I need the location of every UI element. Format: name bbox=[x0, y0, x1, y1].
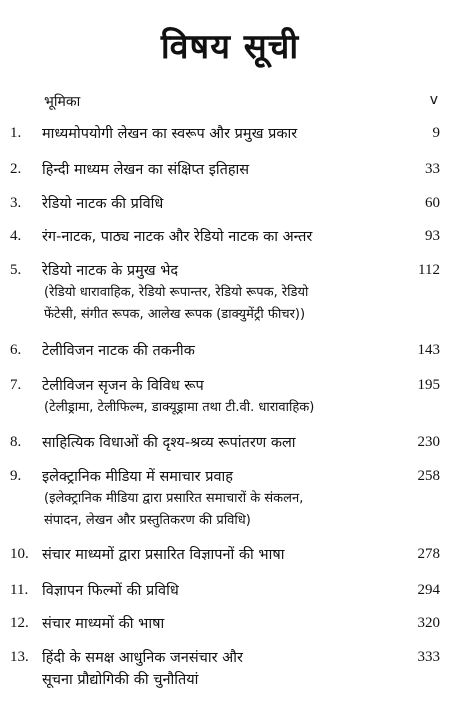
toc-intro-row bbox=[44, 92, 438, 111]
toc-entry-subtitle bbox=[44, 282, 308, 326]
toc-entry-subtitle bbox=[44, 488, 303, 532]
toc-entry-number: 12. bbox=[10, 615, 29, 631]
toc-entry-page: 333 bbox=[417, 649, 440, 665]
toc-entry-number: 11. bbox=[10, 582, 29, 598]
toc-entry-title: विज्ञापन फिल्मों की प्रविधि bbox=[42, 583, 179, 599]
toc-entry-number: 1. bbox=[10, 125, 22, 141]
page-title: विषय सूची bbox=[160, 27, 300, 67]
toc-entry-number: 6. bbox=[10, 342, 22, 358]
toc-entry-title: रंग-नाटक, पाठ्य नाटक और रेडियो नाटक का अन्तर bbox=[42, 229, 313, 245]
toc-intro-page: v bbox=[429, 92, 438, 108]
toc-entry-number: 4. bbox=[10, 228, 22, 244]
toc-entry-page: 294 bbox=[417, 582, 440, 598]
toc-entry-page: 230 bbox=[417, 434, 440, 450]
toc-entry-subtitle bbox=[42, 669, 198, 691]
toc-entry-page: 93 bbox=[425, 228, 440, 244]
toc-entry-title: संचार माध्यमों की भाषा bbox=[42, 616, 165, 632]
toc-entry-subtitle-line: संपादन, लेखन और प्रस्तुतिकरण की प्रविधि) bbox=[44, 513, 251, 528]
toc-entry-subtitle-line: (इलेक्ट्रानिक मीडिया द्वारा प्रसारित समाचारों के संकलन, bbox=[44, 491, 304, 506]
toc-entry-page: 33 bbox=[425, 161, 440, 177]
toc-entry-number: 13. bbox=[10, 649, 29, 665]
toc-entry-title: इलेक्ट्रानिक मीडिया में समाचार प्रवाह bbox=[42, 469, 233, 485]
toc-entry-title: माध्यमोपयोगी लेखन का स्वरूप और प्रमुख प्रकार bbox=[42, 126, 298, 142]
toc-entry-subtitle-line: सूचना प्रौद्योगिकी की चुनौतियां bbox=[42, 672, 199, 688]
toc-entry-page: 9 bbox=[432, 125, 440, 141]
toc-entry-subtitle bbox=[44, 397, 314, 419]
toc-entry-subtitle-line: (टेलीड्रामा, टेलीफिल्म, डाक्यूड्रामा तथा टी.वी. धारावाहिक) bbox=[44, 400, 315, 415]
toc-entry-title: टेलीविजन नाटक की तकनीक bbox=[42, 343, 195, 359]
toc-entry-subtitle-line: फेंटेसी, संगीत रूपक, आलेख रूपक (डाक्युमेंट्री फीचर)) bbox=[44, 307, 306, 322]
toc-entry-subtitle-line: (रेडियो धारावाहिक, रेडियो रूपान्तर, रेडियो रूपक, रेडियो bbox=[44, 285, 309, 300]
toc-entry-page: 60 bbox=[425, 195, 440, 211]
toc-entry-title: हिंदी के समक्ष आधुनिक जनसंचार और bbox=[42, 650, 243, 666]
toc-entry-number: 2. bbox=[10, 161, 22, 177]
toc-intro-label: भूमिका bbox=[44, 94, 81, 110]
toc-entry-page: 258 bbox=[417, 468, 440, 484]
toc-entry-page: 143 bbox=[417, 342, 440, 358]
toc-entry-title: हिन्दी माध्यम लेखन का संक्षिप्त इतिहास bbox=[42, 162, 250, 178]
toc-entry-title: रेडियो नाटक की प्रविधि bbox=[42, 196, 164, 212]
toc-entry-number: 7. bbox=[10, 377, 22, 393]
toc-entry-title: टेलीविजन सृजन के विविध रूप bbox=[42, 378, 204, 394]
toc-entry-number: 3. bbox=[10, 195, 22, 211]
toc-entry-title: रेडियो नाटक के प्रमुख भेद bbox=[42, 263, 179, 279]
toc-entry-number: 5. bbox=[10, 262, 22, 278]
toc-entry-title: संचार माध्यमों द्वारा प्रसारित विज्ञापनों की भाषा bbox=[42, 547, 285, 563]
toc-entry-title: साहित्यिक विधाओं की दृश्य-श्रव्य रूपांतरण कला bbox=[42, 435, 296, 451]
toc-entry-page: 320 bbox=[417, 615, 440, 631]
toc-entry-page: 278 bbox=[417, 546, 440, 562]
toc-entry-page: 195 bbox=[417, 377, 440, 393]
toc-entry-number: 8. bbox=[10, 434, 22, 450]
toc-entry-page: 112 bbox=[418, 262, 440, 278]
toc-entry-number: 9. bbox=[10, 468, 22, 484]
toc-entry-number: 10. bbox=[10, 546, 29, 562]
